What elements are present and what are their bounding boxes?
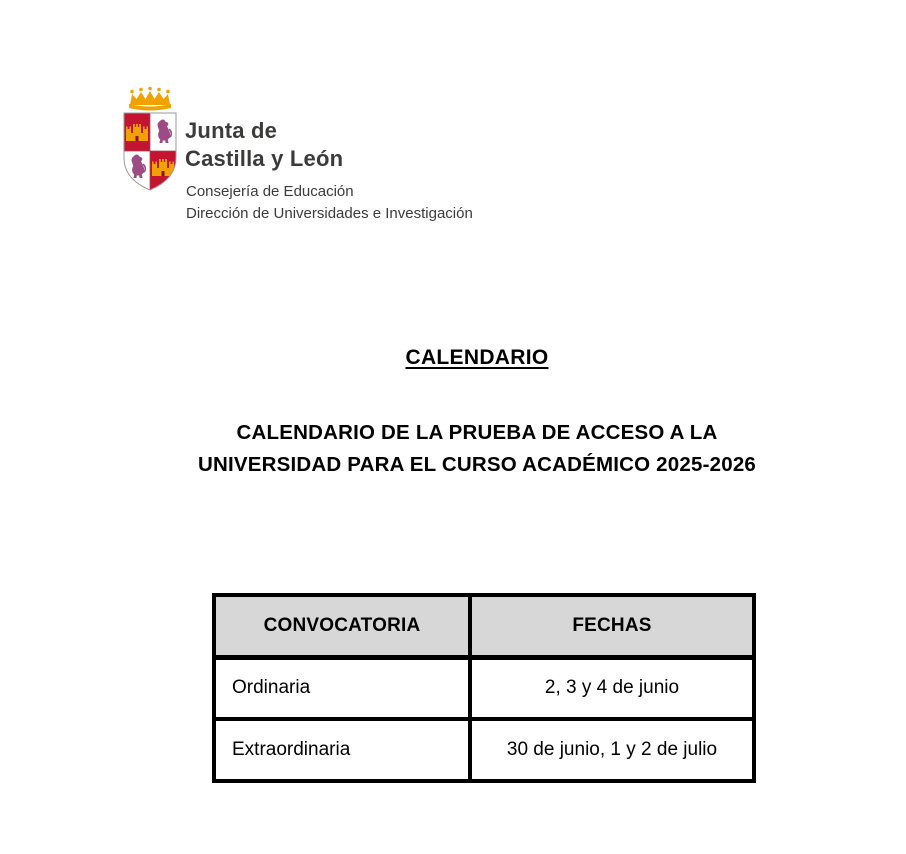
directorate-line: Dirección de Universidades e Investigación: [186, 205, 473, 222]
cell-fechas-ordinaria: 2, 3 y 4 de junio: [470, 657, 754, 719]
document-heading: [48, 417, 906, 481]
table-header-row: [214, 595, 754, 657]
cell-convocatoria-extraordinaria: Extraordinaria: [214, 719, 470, 781]
cell-convocatoria-ordinaria: Ordinaria: [214, 657, 470, 719]
document-title: CALENDARIO: [405, 346, 549, 369]
table-row: [214, 719, 754, 781]
org-name: [185, 117, 343, 173]
table-row: [214, 657, 754, 719]
crown-icon: [129, 87, 171, 111]
heading-line2: UNIVERSIDAD PARA EL CURSO ACADÉMICO 2025-2026: [197, 453, 757, 476]
column-header-fechas: FECHAS: [470, 595, 754, 657]
org-name-line2: Castilla y León: [185, 146, 344, 171]
column-header-convocatoria: CONVOCATORIA: [214, 595, 470, 657]
org-name-line1: Junta de: [185, 118, 278, 143]
org-departments: [186, 181, 473, 225]
castilla-leon-coat-of-arms-icon: [122, 86, 178, 191]
cell-fechas-extraordinaria: 30 de junio, 1 y 2 de julio: [470, 719, 754, 781]
calendar-table: [212, 593, 756, 783]
department-line: Consejería de Educación: [186, 183, 354, 200]
heading-line1: CALENDARIO DE LA PRUEBA DE ACCESO A LA: [236, 421, 718, 444]
